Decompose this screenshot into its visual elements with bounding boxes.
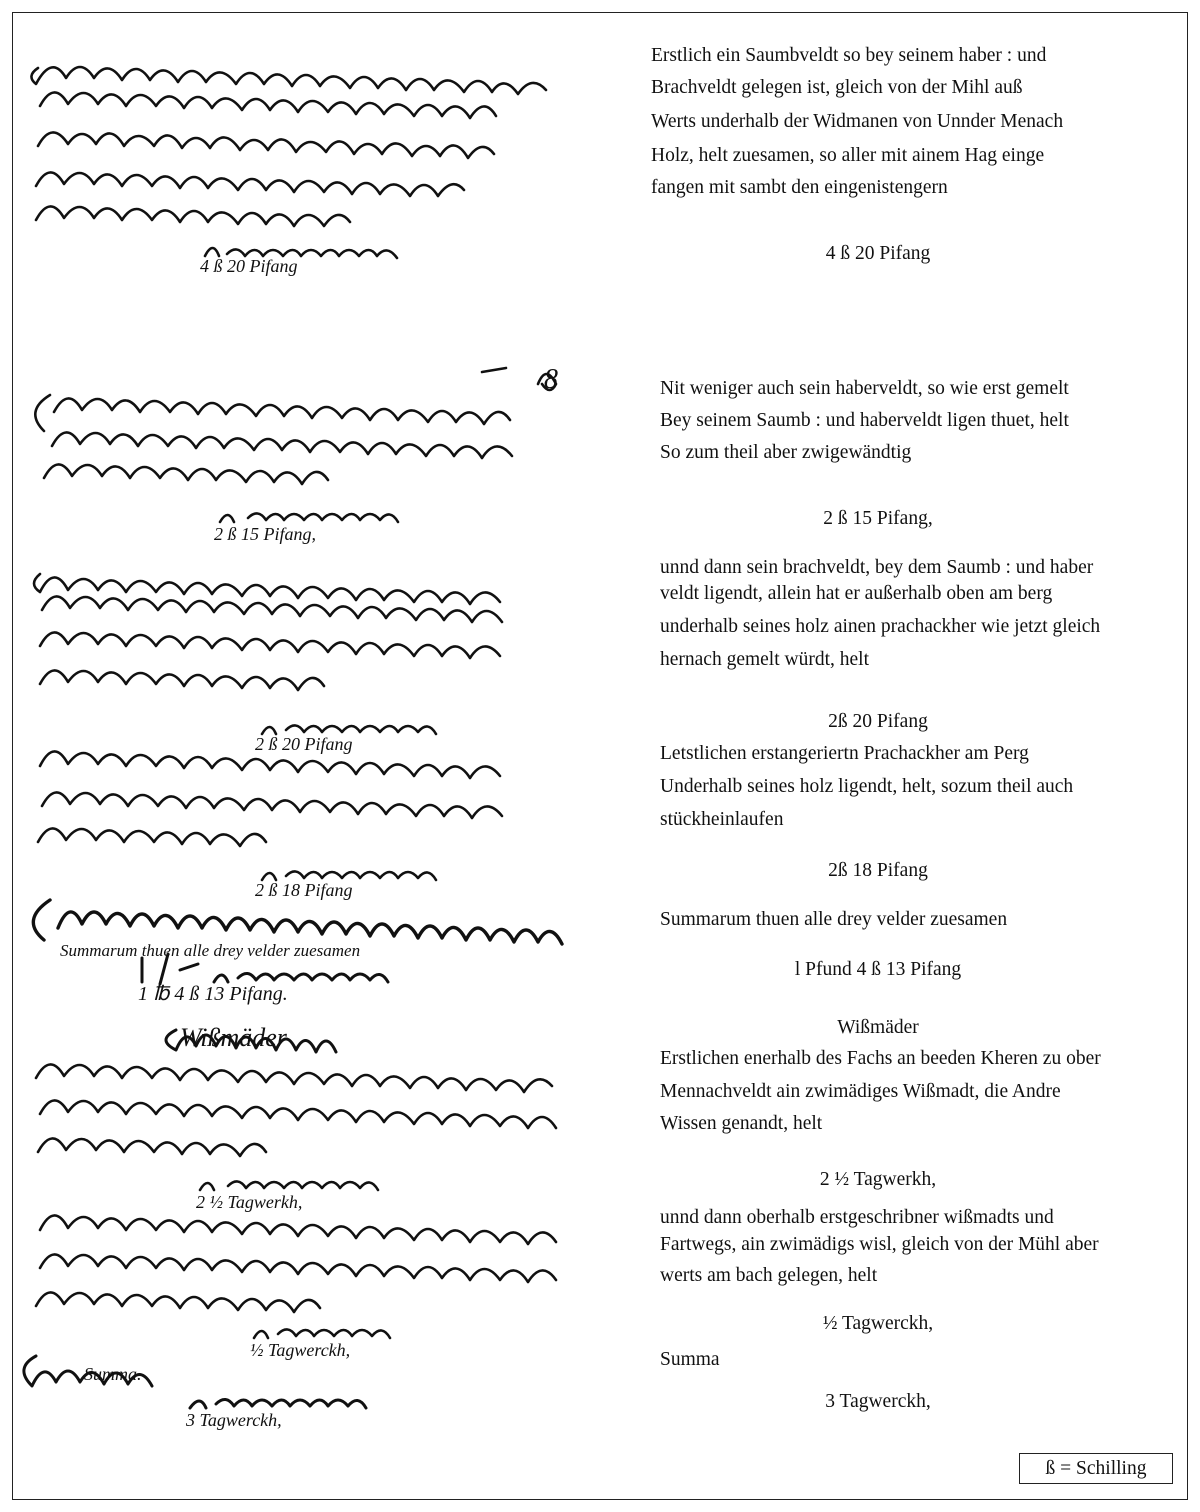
transcription-line: unnd dann oberhalb erstgeschribner wißmadts und xyxy=(660,1207,1054,1228)
manuscript-amount-7: ½ Tagwerckh, xyxy=(250,1340,351,1360)
manuscript-amount-5: 1 ℔ 4 ß 13 Pifang. xyxy=(138,983,288,1005)
manuscript-amount-6: 2 ½ Tagwerkh, xyxy=(196,1192,303,1212)
transcription-line: Mennachveldt ain zwimädiges Wißmadt, die Andre xyxy=(660,1081,1061,1102)
transcription-line: Letstlichen erstangeriertn Prachackher am Perg xyxy=(660,743,1029,764)
transcription-line: Wissen genandt, helt xyxy=(660,1113,823,1134)
manuscript-summary-2: Summa. xyxy=(84,1364,142,1384)
manuscript-heading: Wißmäder xyxy=(180,1023,287,1052)
manuscript-amount-4: 2 ß 18 Pifang xyxy=(255,880,353,900)
summary-line: Summa xyxy=(660,1349,720,1370)
manuscript-amount-3: 2 ß 20 Pifang xyxy=(255,734,353,754)
section-heading: Wißmäder xyxy=(837,1017,919,1038)
transcription-line: Brachveldt gelegen ist, gleich von der Mihl auß xyxy=(651,77,1023,98)
transcription-line: Bey seinem Saumb : und haberveldt ligen thuet, helt xyxy=(660,410,1069,431)
transcription-line: underhalb seines holz ainen prachackher wie jetzt gleich xyxy=(660,616,1101,637)
amount-section-1: 4 ß 20 Pifang xyxy=(825,243,931,264)
amount-section-5: 2 ½ Tagwerkh, xyxy=(819,1169,937,1190)
transcription-line: stückheinlaufen xyxy=(660,809,784,830)
transcription-line: veldt ligendt, allein hat er außerhalb oben am berg xyxy=(660,583,1053,604)
transcription-line: unnd dann sein brachveldt, bey dem Saumb : und haber xyxy=(660,557,1094,578)
summary-amount: 3 Tagwerckh, xyxy=(825,1391,931,1412)
transcription-line: Holz, helt zuesamen, so aller mit ainem Hag einge xyxy=(651,145,1045,166)
amount-section-2: 2 ß 15 Pifang, xyxy=(823,508,933,529)
amount-section-6: ½ Tagwerckh, xyxy=(822,1313,934,1334)
manuscript-amount-1: 4 ß 20 Pifang xyxy=(200,256,298,276)
transcription-line: Fartwegs, ain zwimädigs wisl, gleich von der Mühl aber xyxy=(660,1234,1099,1255)
transcription-line: Werts underhalb der Widmanen von Unnder Menach xyxy=(651,111,1064,132)
transcription-line: Underhalb seines holz ligendt, helt, sozum theil auch xyxy=(660,776,1074,797)
transcription-line: Erstlichen enerhalb des Fachs an beeden Kheren zu ober xyxy=(660,1048,1101,1069)
transcription-line: werts am bach gelegen, helt xyxy=(660,1265,878,1286)
manuscript-marginal-note: 8 xyxy=(544,364,558,395)
amount-section-4: 2ß 18 Pifang xyxy=(828,860,928,881)
transcription-line: hernach gemelt würdt, helt xyxy=(660,649,870,670)
transcription-line: So zum theil aber zwigewändtig xyxy=(660,442,912,463)
legend-box: ß = Schilling xyxy=(1019,1453,1173,1484)
manuscript-summary-1: Summarum thuen alle drey velder zuesamen xyxy=(60,941,361,960)
transcription-line: Nit weniger auch sein haberveldt, so wie erst gemelt xyxy=(660,378,1069,399)
manuscript-amount-8: 3 Tagwerckh, xyxy=(186,1410,282,1430)
transcription-line: Erstlich ein Saumbveldt so bey seinem haber : und xyxy=(651,45,1047,66)
manuscript-amount-2: 2 ß 15 Pifang, xyxy=(214,524,316,544)
amount-section-3: 2ß 20 Pifang xyxy=(828,711,928,732)
transcription-line: fangen mit sambt den eingenistengern xyxy=(651,177,948,198)
summary-line: Summarum thuen alle drey velder zuesamen xyxy=(660,909,1008,930)
summary-amount: l Pfund 4 ß 13 Pifang xyxy=(794,959,962,980)
